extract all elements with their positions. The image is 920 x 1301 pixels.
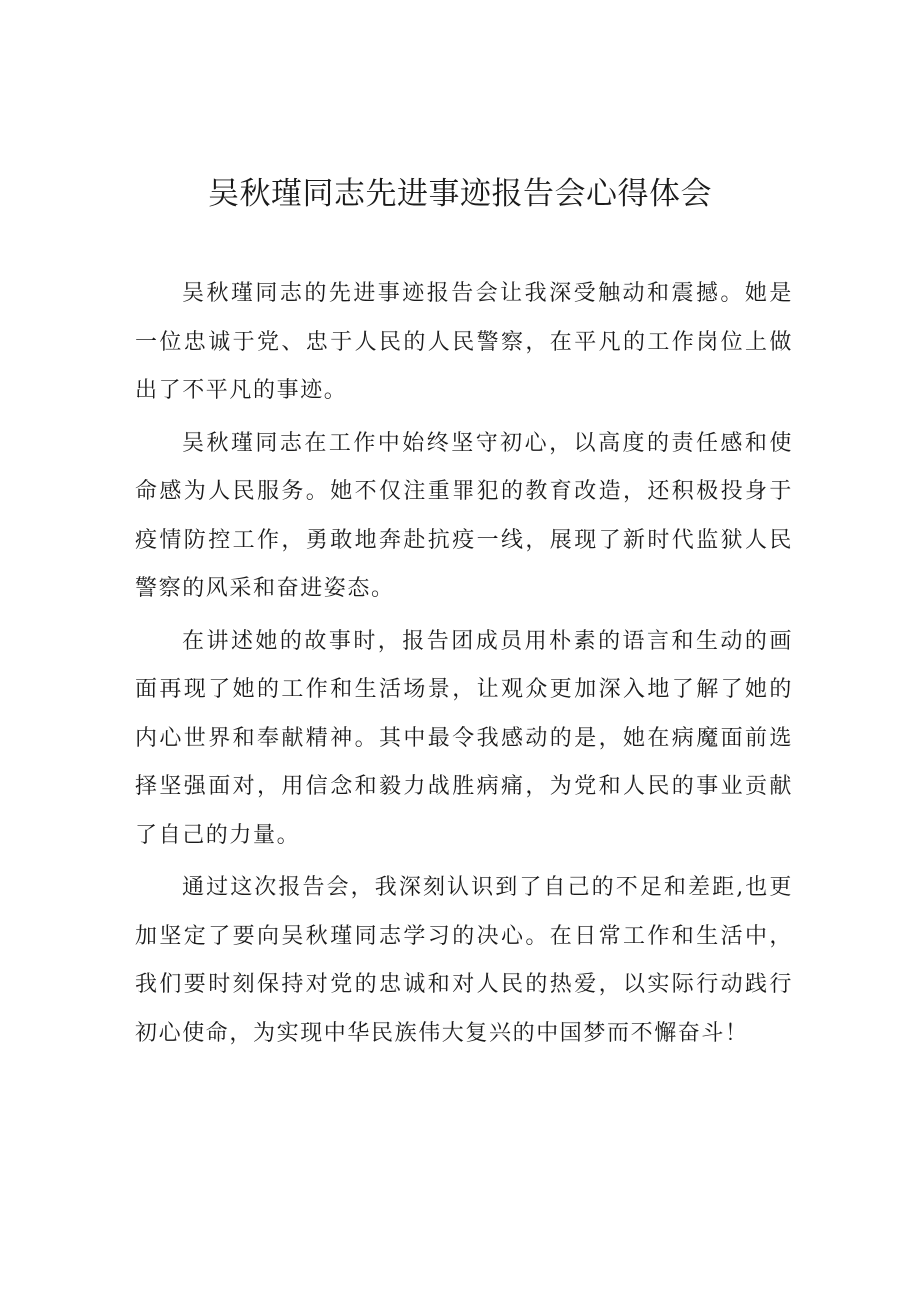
document-title: 吴秋瑾同志先进事迹报告会心得体会: [208, 176, 712, 212]
paragraph-2: 吴秋瑾同志在工作中始终坚守初心，以高度的责任感和使命感为人民服务。她不仅注重罪犯的教育改造，还积极投身于疫情防控工作，勇敢地奔赴抗疫一线，展现了新时代监狱人民警察的风采和奋进姿态。: [135, 430, 793, 601]
document-body: [135, 270, 793, 1062]
paragraph-4: 通过这次报告会，我深刻认识到了自己的不足和差距,也更加坚定了要向吴秋瑾同志学习的决心。在日常工作和生活中，我们要时刻保持对党的忠诚和对人民的热爱，以实际行动践行初心使命，为实现中华民族伟大复兴的中国梦而不懈奋斗！: [135, 875, 793, 1046]
paragraph-1: 吴秋瑾同志的先进事迹报告会让我深受触动和震撼。她是一位忠诚于党、忠于人民的人民警察，在平凡的工作岗位上做出了不平凡的事迹。: [135, 281, 793, 403]
paragraph-3: 在讲述她的故事时，报告团成员用朴素的语言和生动的画面再现了她的工作和生活场景，让观众更加深入地了解了她的内心世界和奉献精神。其中最令我感动的是，她在病魔面前选择坚强面对，用信念和毅力战胜病痛，为党和人民的事业贡献了自己的力量。: [135, 628, 793, 848]
